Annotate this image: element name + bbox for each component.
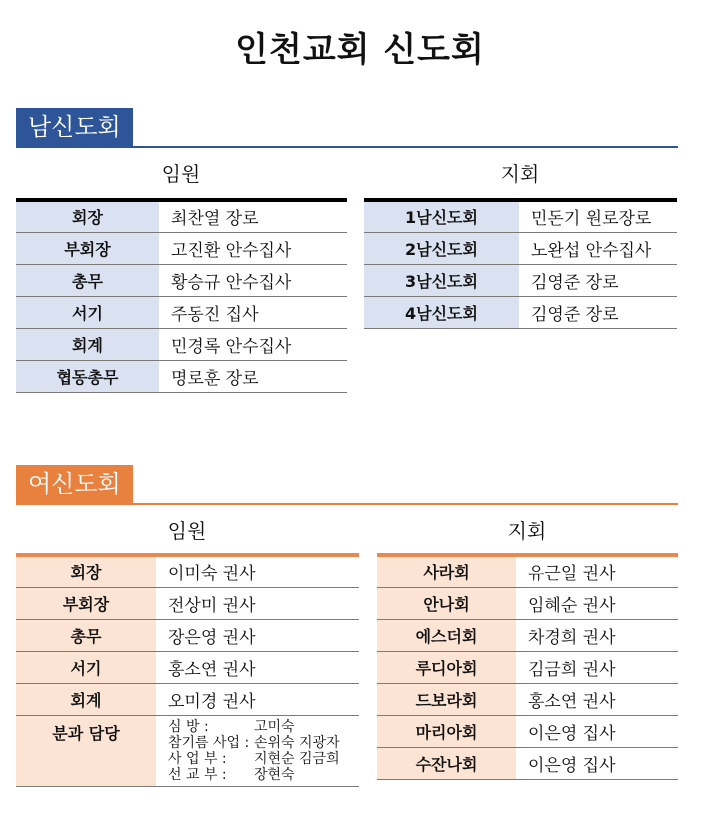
women-branches-table <box>377 553 678 780</box>
division-line <box>168 735 359 751</box>
men-section-divider <box>16 146 678 148</box>
branch-cell: 1남신도회 <box>364 200 519 232</box>
role-cell: 회계 <box>16 683 156 715</box>
branch-cell: 마리아회 <box>377 715 516 747</box>
men-branches-heading: 지회 <box>500 162 540 186</box>
division-cell <box>156 715 359 786</box>
division-line <box>168 767 359 783</box>
name-cell: 명로훈 장로 <box>159 360 347 392</box>
women-officers-heading: 임원 <box>167 519 207 543</box>
role-cell: 협동총무 <box>16 360 159 392</box>
women-officers-table <box>16 553 359 787</box>
table-row <box>16 651 359 683</box>
table-row <box>16 715 359 786</box>
branch-cell: 3남신도회 <box>364 264 519 296</box>
name-cell: 김금희 권사 <box>516 651 678 683</box>
branch-cell: 사라회 <box>377 555 516 587</box>
role-cell: 부회장 <box>16 587 156 619</box>
table-row <box>16 587 359 619</box>
role-cell: 회계 <box>16 328 159 360</box>
table-row <box>16 264 347 296</box>
role-cell: 서기 <box>16 651 156 683</box>
table-row <box>16 619 359 651</box>
role-cell: 분과 담당 <box>16 715 156 786</box>
name-cell: 최찬열 장로 <box>159 200 347 232</box>
table-row <box>16 328 347 360</box>
role-cell: 서기 <box>16 296 159 328</box>
table-row <box>377 651 678 683</box>
name-cell: 김영준 장로 <box>519 264 677 296</box>
name-cell: 이미숙 권사 <box>156 555 359 587</box>
role-cell: 총무 <box>16 264 159 296</box>
page-title: 인천교회 신도회 <box>235 30 485 70</box>
division-label: 사 업 부 : <box>168 750 227 767</box>
branch-cell: 루디아회 <box>377 651 516 683</box>
name-cell: 황승규 안수집사 <box>159 264 347 296</box>
division-label: 선 교 부 : <box>168 766 227 783</box>
division-value: 지현순 김금희 <box>254 750 340 767</box>
name-cell: 장은영 권사 <box>156 619 359 651</box>
name-cell: 김영준 장로 <box>519 296 677 328</box>
division-value: 고미숙 <box>254 718 295 735</box>
name-cell: 차경희 권사 <box>516 619 678 651</box>
name-cell: 홍소연 권사 <box>156 651 359 683</box>
name-cell: 전상미 권사 <box>156 587 359 619</box>
table-row <box>16 683 359 715</box>
name-cell: 이은영 집사 <box>516 747 678 779</box>
men-officers-heading: 임원 <box>161 162 201 186</box>
table-row <box>16 232 347 264</box>
division-line <box>168 751 359 767</box>
men-officers-table <box>16 198 347 393</box>
table-row <box>16 555 359 587</box>
table-row <box>364 296 677 328</box>
division-label: 참기름 사업 : <box>168 734 250 751</box>
name-cell: 민경록 안수집사 <box>159 328 347 360</box>
branch-cell: 안나회 <box>377 587 516 619</box>
name-cell: 임혜순 권사 <box>516 587 678 619</box>
division-value: 장현숙 <box>254 766 295 783</box>
table-row <box>377 747 678 779</box>
division-line <box>168 719 359 735</box>
men-branches-table <box>364 198 677 329</box>
table-row <box>377 715 678 747</box>
table-row <box>16 296 347 328</box>
name-cell: 홍소연 권사 <box>516 683 678 715</box>
branch-cell: 에스더회 <box>377 619 516 651</box>
table-row <box>377 683 678 715</box>
name-cell: 노완섭 안수집사 <box>519 232 677 264</box>
name-cell: 고진환 안수집사 <box>159 232 347 264</box>
women-section-divider <box>16 503 678 505</box>
men-section-tab: 남신도회 <box>16 108 133 146</box>
women-branches-heading: 지회 <box>507 519 547 543</box>
table-row <box>16 360 347 392</box>
table-row <box>377 555 678 587</box>
table-row <box>16 200 347 232</box>
role-cell: 회장 <box>16 200 159 232</box>
name-cell: 오미경 권사 <box>156 683 359 715</box>
name-cell: 민돈기 원로장로 <box>519 200 677 232</box>
branch-cell: 2남신도회 <box>364 232 519 264</box>
table-row <box>364 264 677 296</box>
name-cell: 주동진 집사 <box>159 296 347 328</box>
division-value: 손위숙 지광자 <box>254 734 340 751</box>
table-row <box>364 232 677 264</box>
women-section-tab: 여신도회 <box>16 465 133 503</box>
name-cell: 이은영 집사 <box>516 715 678 747</box>
name-cell: 유근일 권사 <box>516 555 678 587</box>
role-cell: 부회장 <box>16 232 159 264</box>
role-cell: 회장 <box>16 555 156 587</box>
table-row <box>377 587 678 619</box>
division-label: 심 방 : <box>168 718 209 735</box>
branch-cell: 수잔나회 <box>377 747 516 779</box>
table-row <box>377 619 678 651</box>
branch-cell: 4남신도회 <box>364 296 519 328</box>
branch-cell: 드보라회 <box>377 683 516 715</box>
role-cell: 총무 <box>16 619 156 651</box>
table-row <box>364 200 677 232</box>
